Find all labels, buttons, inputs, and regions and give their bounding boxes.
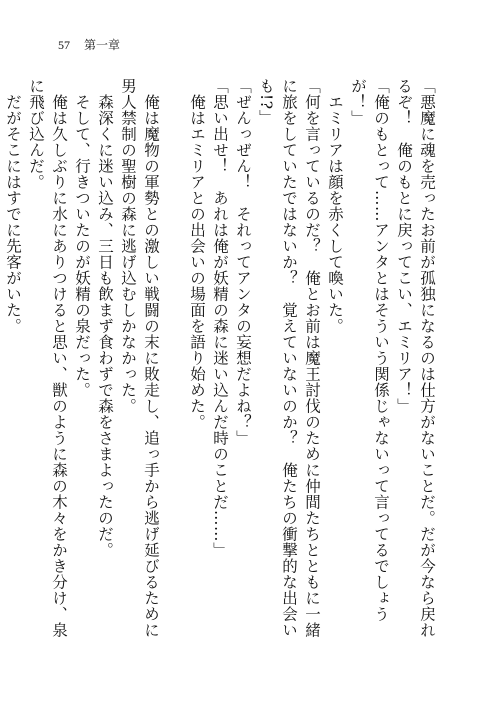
paragraph-5: 「ぜんっぜん！ それってアンタの妄想だよね？」 <box>234 78 252 446</box>
paragraph-7: 俺はエミリアとの出会いの場面を語り始めた。 <box>188 93 206 430</box>
paragraph-9: 俺は魔物の軍勢との激しい戦闘の末に敗走し、追っ手から逃げ延びるために男人禁制の聖樹の森に逃げ込むしかなかった。 <box>119 78 160 638</box>
paragraph-6: 「思い出せ！ あれは俺が妖精の森に迷い込んだ時のことだ……」 <box>211 78 229 558</box>
page-header <box>58 38 120 52</box>
body-text <box>0 78 438 648</box>
paragraph-break <box>162 78 185 79</box>
paragraph-12: 俺は久しぶりに水にありつけると思い、獣のように森の木々をかき分け、泉に飛び込んだ。 <box>27 78 68 638</box>
chapter-title: 第一章 <box>84 38 121 52</box>
paragraph-3: エミリアは顔を赤くして喚いた。 <box>326 93 344 334</box>
paragraph-14 <box>0 78 1 648</box>
paragraph-2: 「俺のもとって……アンタとはそういう関係じゃないって言ってるでしょうが！」 <box>349 78 390 622</box>
paragraph-13: だがそこにはすでに先客がいた。 <box>4 93 22 334</box>
page-number: 57 <box>58 38 70 52</box>
paragraph-1: 「悪魔に魂を売ったお前が孤独になるのは仕方がないことだ。だが今なら戻れるぞ！ 俺のもとに戻ってこい、エミリア！」 <box>395 78 436 638</box>
paragraph-11: そして、行きついたのが妖精の泉だった。 <box>73 93 91 398</box>
paragraph-10: 森深くに迷い込み、三日も飲まず食わずで森をさまよったのだ。 <box>96 93 114 558</box>
paragraph-4: 「何を言っているのだ？ 俺とお前は魔王討伐のために仲間たちとともに一緒に旅をしていたではないか？ 覚えていないのか？ 俺たちの衝撃的な出会いも!?」 <box>257 78 321 638</box>
